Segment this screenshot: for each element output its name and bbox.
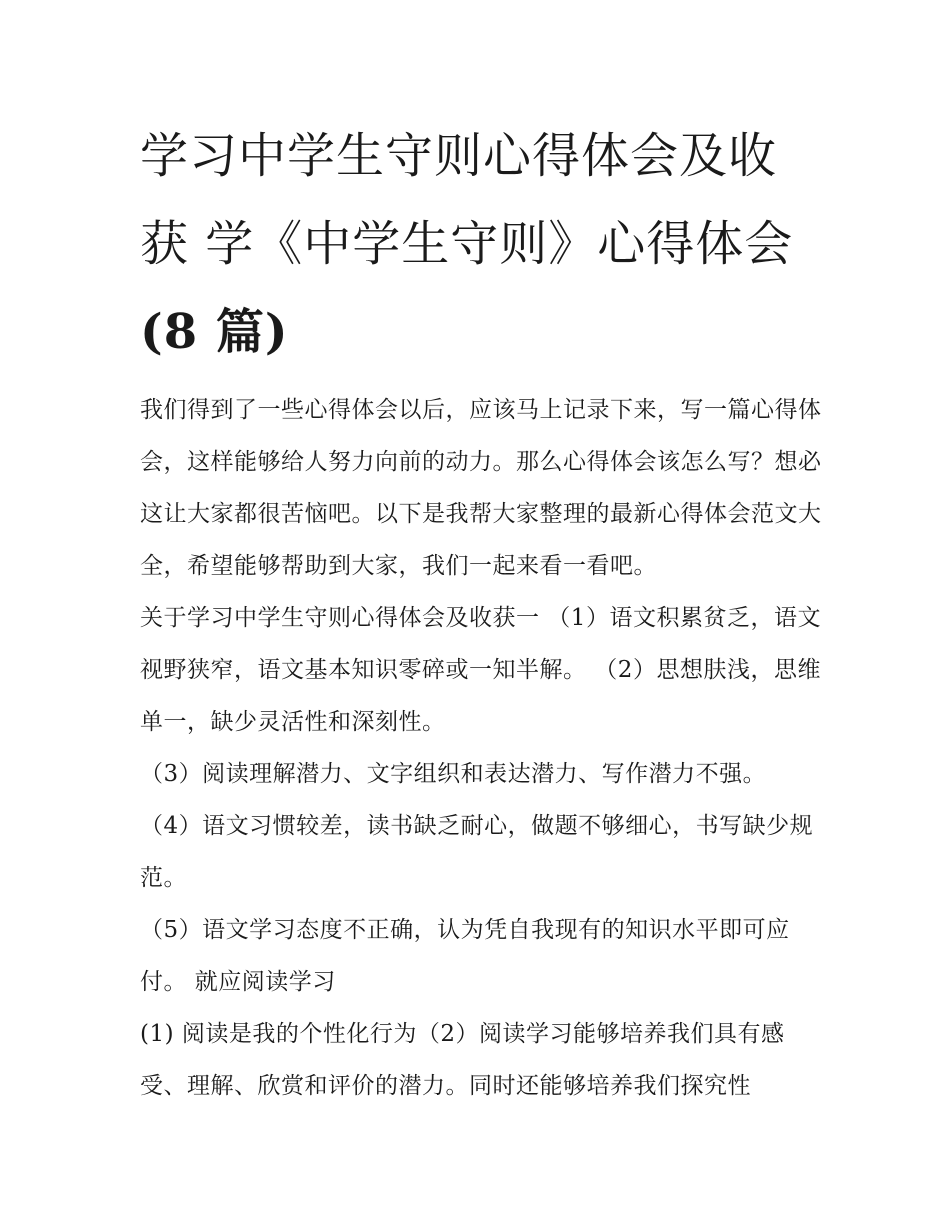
paragraph-3: （3）阅读理解潜力、文字组织和表达潜力、写作潜力不强。 bbox=[140, 761, 767, 787]
document-title bbox=[140, 112, 830, 376]
title-line-3: (8 篇) bbox=[140, 304, 289, 360]
title-line-1: 学习中学生守则心得体会及收 bbox=[140, 128, 778, 184]
paragraph-intro: 我们得到了一些心得体会以后，应该马上记录下来，写一篇心得体会，这样能够给人努力向前的动力。那么心得体会该怎么写？想必这让大家都很苦恼吧。以下是我帮大家整理的最新心得体会范文大全，希望能够帮助到大家，我们一起来看一看吧。 bbox=[140, 397, 822, 579]
paragraph-4: （4）语文习惯较差，读书缺乏耐心，做题不够细心，书写缺少规范。 bbox=[140, 813, 814, 891]
document-body bbox=[140, 384, 830, 1112]
title-line-2: 获 学《中学生守则》心得体会 bbox=[140, 216, 794, 272]
document-page bbox=[140, 112, 830, 1112]
paragraph-1: 关于学习中学生守则心得体会及收获一 （1）语文积累贫乏，语文视野狭窄，语文基本知识零碎或一知半解。 （2）思想肤浅，思维单一，缺少灵活性和深刻性。 bbox=[140, 605, 821, 735]
paragraph-reading: (1) 阅读是我的个性化行为（2）阅读学习能够培养我们具有感受、理解、欣赏和评价的潜力。同时还能够培养我们探究性 bbox=[140, 1021, 785, 1099]
paragraph-5: （5）语文学习态度不正确，认为凭自我现有的知识水平即可应付。 就应阅读学习 bbox=[140, 917, 790, 995]
